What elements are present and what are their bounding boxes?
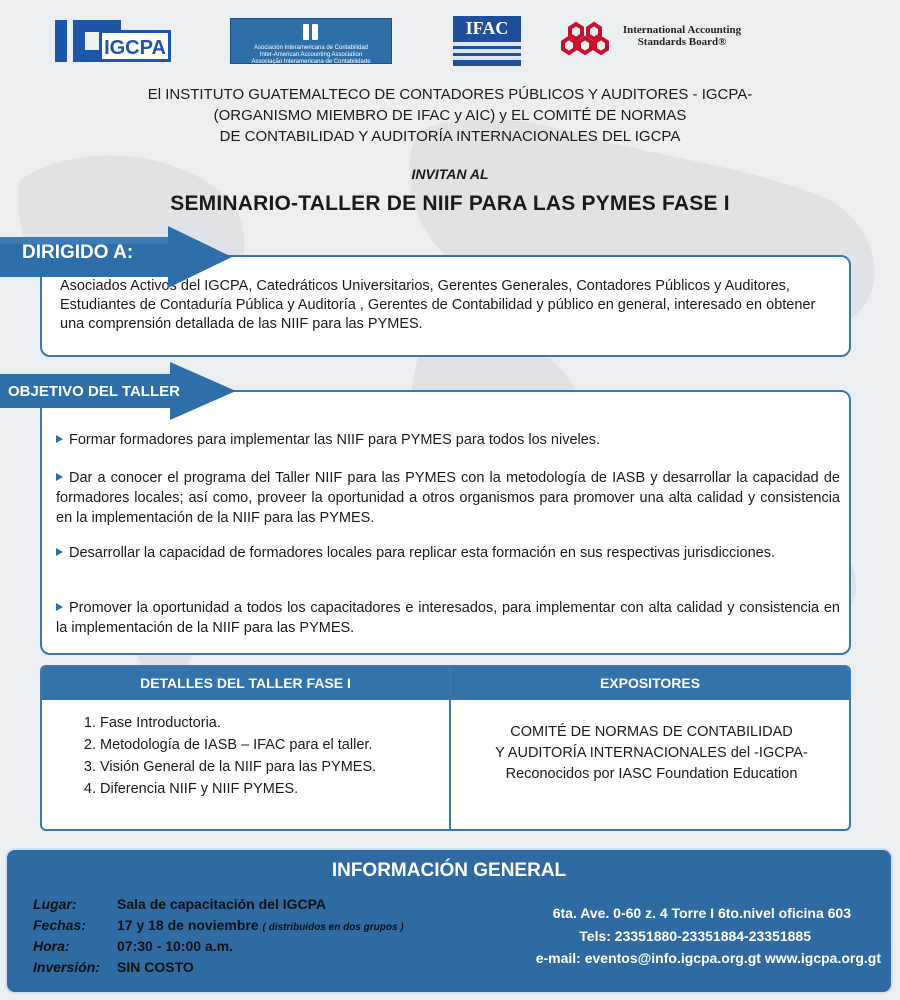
info-cost [33, 959, 194, 975]
bullet-arrow-icon [56, 548, 63, 556]
audience-label: DIRIGIDO A: [22, 242, 134, 263]
objective-item: Dar a conocer el programa del Taller NIIF para las PYMES con la metodología de IASB y desarrollar la capacidad de formadores locales; así como, proveer la oportunidad a otros organismos para promover una alta calidad y consistencia en la implementación de la NIIF para las PYMES. [56, 470, 840, 526]
aic-line-3: Associação Interamericana de Contabilidade [251, 59, 371, 65]
venue-value: Sala de capacitación del IGCPA [117, 896, 327, 912]
objectives-label: OBJETIVO DEL TALLER [8, 383, 180, 400]
igcpa-logo [55, 16, 173, 66]
aic-logo-mark [303, 24, 321, 42]
aic-logo [230, 18, 392, 64]
header-line-3: DE CONTABILIDAD Y AUDITORÍA INTERNACIONALES DEL IGCPA [219, 128, 681, 145]
objective-item: Promover la oportunidad a todos los capacitadores e interesados, para implementar con alta calidad y consistencia en la implementación de la NIIF para las PYMES. [56, 600, 840, 636]
audience-text: Asociados Activos del IGCPA, Catedráticos Universitarios, Gerentes Generales, Contadores Públicos y Auditores, Estudiantes de Contaduría Pública y Auditoría , Gerentes de Contabilidad y público en general, interesado en obtener una comprensión detallada de las NIIF para las PYMES. [60, 278, 816, 332]
general-info-title: INFORMACIÓN GENERAL [331, 860, 567, 881]
aic-line-1: Asociación Interamericana de Contabilidad [253, 45, 369, 51]
iasb-logo-icon [560, 20, 610, 60]
info-dates [33, 917, 404, 933]
speakers-text [454, 722, 849, 785]
igcpa-logo-text: IGCPA [104, 37, 166, 59]
speakers-line-3: Reconocidos por IASC Foundation Education [505, 766, 798, 782]
bullet-arrow-icon [56, 473, 63, 481]
header-line-2: (ORGANISMO MIEMBRO DE IFAC y AIC) y EL COMITÉ DE NORMAS [213, 107, 687, 124]
info-time [33, 938, 233, 954]
speakers-header: EXPOSITORES [451, 667, 849, 700]
general-info-panel [5, 848, 893, 994]
objective-item: Formar formadores para implementar las NIIF para PYMES para todos los niveles. [56, 430, 840, 450]
details-item: 3. Visión General de la NIIF para las PYMES. [100, 756, 376, 778]
details-box [40, 665, 851, 831]
invite-text: INVITAN AL [411, 166, 489, 182]
objective-item: Desarrollar la capacidad de formadores locales para replicar esta formación en sus respectivas jurisdicciones. [56, 543, 840, 563]
details-header: DETALLES DEL TALLER FASE I [42, 667, 449, 700]
venue-label: Lugar: [33, 896, 77, 912]
event-title: SEMINARIO-TALLER DE NIIF PARA LAS PYMES FASE I [170, 192, 730, 215]
dates-label: Fechas: [33, 917, 86, 933]
bullet-arrow-icon [56, 435, 63, 443]
speakers-line-2: Y AUDITORÍA INTERNACIONALES del -IGCPA- [495, 745, 808, 761]
column-divider [449, 667, 451, 829]
organizers-heading [0, 84, 900, 147]
objectives-box [40, 390, 851, 655]
address: 6ta. Ave. 0-60 z. 4 Torre I 6to.nivel oficina 603 [552, 905, 851, 921]
dates-note: ( distribuidos en dos grupos ) [262, 922, 404, 933]
bullet-arrow-icon [56, 603, 63, 611]
details-item: 2. Metodología de IASB – IFAC para el taller. [100, 734, 376, 756]
details-item: 4. Diferencia NIIF y NIIF PYMES. [100, 778, 376, 800]
time-value: 07:30 - 10:00 a.m. [117, 938, 233, 954]
details-list [84, 712, 376, 800]
time-label: Hora: [33, 938, 70, 954]
cost-label: Inversión: [33, 959, 100, 975]
aic-line-2: Inter-American Accounting Association [259, 52, 363, 58]
details-item: 1. Fase Introductoria. [100, 712, 376, 734]
dates-value: 17 y 18 de noviembre [117, 917, 259, 933]
info-venue [33, 896, 326, 912]
speakers-line-1: COMITÉ DE NORMAS DE CONTABILIDAD [510, 724, 793, 740]
iasb-logo-text: International Accounting Standards Board® [622, 24, 742, 48]
phones: Tels: 23351880-23351884-23351885 [579, 928, 811, 944]
ifac-logo [453, 16, 521, 66]
ifac-logo-text: IFAC [465, 18, 509, 38]
email-website[interactable]: e-mail: eventos@info.igcpa.org.gt www.igcpa.org.gt [535, 950, 881, 966]
cost-value: SIN COSTO [117, 959, 194, 975]
header-line-1: El INSTITUTO GUATEMALTECO DE CONTADORES PÚBLICOS Y AUDITORES - IGCPA- [147, 86, 753, 103]
